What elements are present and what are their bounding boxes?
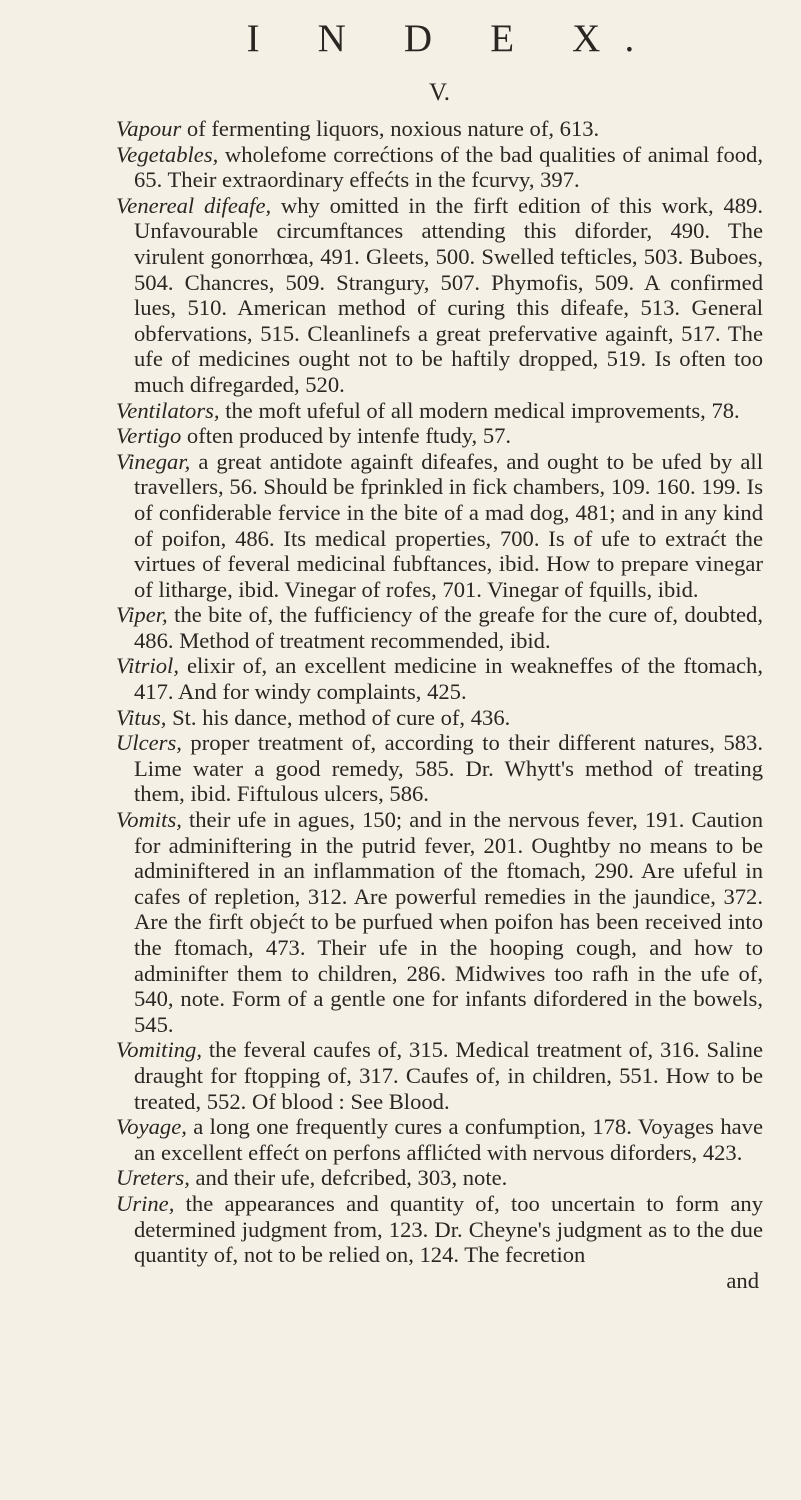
section-letter: V. [428, 79, 451, 106]
index-entry [116, 1191, 763, 1268]
entry-text: and their ufe, defcribed, 303, note. [189, 1165, 508, 1191]
entry-text: the moft ufeful of all modern medical improvements, 78. [219, 397, 740, 423]
index-entry [116, 1114, 763, 1165]
entry-text: the appearances and quantity of, too uncertain to form any determined judgment from, 123. Dr. Cheyne's judgment as to the due quantity of, not to be relied on, 124. The fecretion [134, 1190, 763, 1268]
index-entries [116, 116, 763, 1268]
entry-headword: Ulcers, [116, 730, 182, 756]
entry-headword: Urine, [116, 1190, 175, 1216]
index-entry [116, 142, 763, 193]
entry-headword: Ureters, [116, 1165, 190, 1191]
entry-headword: Vapour [116, 116, 182, 141]
index-entry [116, 449, 763, 603]
index-entry [116, 423, 763, 449]
index-entry [116, 602, 763, 653]
entry-headword: Voyage, [116, 1114, 187, 1140]
index-entry [116, 1037, 763, 1114]
entry-headword: Vitriol, [116, 653, 179, 679]
index-entry [116, 807, 763, 1037]
index-entry [116, 398, 763, 424]
entry-text: the feveral caufes of, 315. Medical treatment of, 316. Saline draught for ftopping of, 317. Caufes of, in children, 551. How to be treated, 552. Of blood : See Blood. [134, 1037, 763, 1114]
entry-text: a great antidote againft difeafes, and ought to be ufed by all travellers, 56. Should be fprinkled in fick chambers, 109. 160. 199. Is of confiderable fervice in the bite of a mad dog, 481; and in any kind of poifon, 486. Its medical properties, 700. Is of ufe to extraćt the virtues of feveral medicinal fubftances, ibid. How to prepare vinegar of litharge, ibid. Vinegar of rofes, 701. Vinegar of fquills, ibid. [134, 448, 763, 602]
entry-headword: Vegetables, [116, 141, 219, 167]
running-head: I N D E X. [246, 17, 659, 60]
entry-text: their ufe in agues, 150; and in the nervous fever, 191. Caution for adminiftering in the putrid fever, 201. Oughtby no means to be adminiftered in an inflammation of the ftomach, 290. Are ufeful in cafes of repletion, 312. Are powerful remedies in the jaundice, 372. Are the firft objećt to be purfued when poifon has been received into the ftomach, 473. Their ufe in the hooping cough, and how to adminifter them to children, 286. Midwives too rafh in the ufe of, 540, note. Form of a gentle one for infants difordered in the bowels, 545. [134, 807, 763, 1037]
entry-headword: Vomiting, [116, 1037, 202, 1063]
index-entry [116, 653, 763, 704]
index-entry [116, 116, 763, 142]
catchword: and [726, 1267, 759, 1293]
entry-text: elixir of, an excellent medicine in weakneffes of the ftomach, 417. And for windy complaints, 425. [134, 653, 763, 705]
index-entry [116, 730, 763, 807]
entry-text: the bite of, the fufficiency of the greafe for the cure of, doubted, 486. Method of treatment recommended, ibid. [134, 602, 763, 653]
entry-text: often produced by intenfe ftudy, 57. [181, 423, 512, 449]
entry-text: wholefome correćtions of the bad qualities of animal food, 65. Their extraordinary effećts in the fcurvy, 397. [134, 141, 763, 193]
entry-headword: Vinegar, [116, 448, 191, 474]
entry-headword: Venereal difeafe, [116, 192, 272, 218]
entry-text: St. his dance, method of cure of, 436. [166, 704, 511, 730]
index-entry [116, 193, 763, 398]
entry-headword: Vomits, [116, 807, 182, 833]
entry-text: of fermenting liquors, noxious nature of, 613. [181, 116, 600, 141]
entry-headword: Vitus, [116, 704, 167, 730]
index-entry [116, 1165, 763, 1191]
entry-text: proper treatment of, according to their different natures, 583. Lime water a good remedy, 585. Dr. Whytt's method of treating them, ibid. Fiftulous ulcers, 586. [134, 730, 763, 807]
entry-headword: Vertigo [116, 423, 182, 449]
entry-text: a long one frequently cures a confumption, 178. Voyages have an excellent effećt on perfons afflićted with nervous diforders, 423. [134, 1114, 763, 1165]
entry-headword: Viper, [116, 602, 168, 628]
entry-headword: Ventilators, [116, 397, 220, 423]
entry-text: why omitted in the firft edition of this work, 489. Unfavourable circumftances attending this diforder, 490. The virulent gonorrhœa, 491. Gleets, 500. Swelled tefticles, 503. Buboes, 504. Chancres, 509. Strangury, 507. Phymofis, 509. A confirmed lues, 510. American method of curing this difeafe, 513. General obfervations, 515. Cleanlinefs a great prefervative againft, 517. The ufe of medicines ought not to be haftily dropped, 519. Is often too much difregarded, 520. [134, 192, 763, 397]
index-entry [116, 705, 763, 731]
